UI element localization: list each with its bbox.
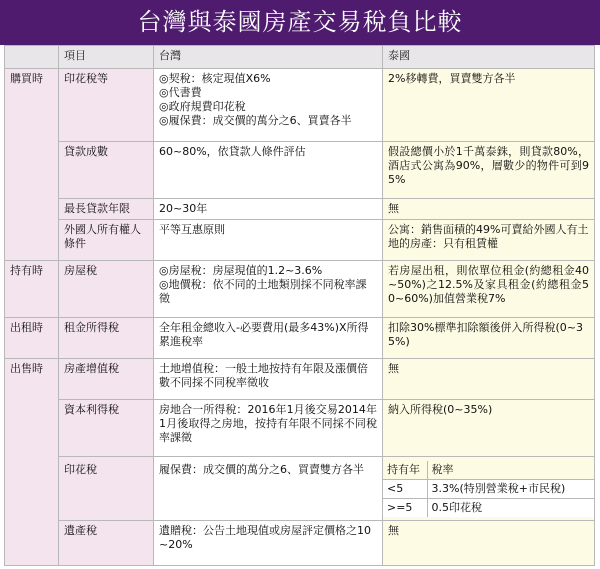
item-label: 印花稅等 — [59, 69, 154, 142]
tax-comparison-table — [4, 45, 595, 566]
rate-value: 0.5印花稅 — [427, 499, 594, 518]
item-label: 房屋稅 — [59, 261, 154, 318]
category-hold: 持有時 — [5, 261, 59, 318]
item-label: 最長貸款年限 — [59, 199, 154, 220]
item-label: 遺產稅 — [59, 521, 154, 566]
table-row — [5, 69, 595, 142]
taiwan-line: ◎地價稅：依不同的土地類別採不同稅率課徵 — [159, 278, 367, 305]
taiwan-cell: 土地增值稅：一般土地按持有年限及漲價倍數不同採不同稅率徵收 — [154, 359, 383, 400]
taiwan-cell — [154, 69, 383, 142]
item-label: 租金所得稅 — [59, 318, 154, 359]
item-label: 印花稅 — [59, 457, 154, 521]
rate-header-years: 持有年 — [383, 461, 427, 480]
category-buy: 購買時 — [5, 69, 59, 261]
header-taiwan: 台灣 — [154, 46, 383, 69]
taiwan-line: ◎代書費 — [159, 86, 202, 99]
taiwan-cell: 平等互惠原則 — [154, 220, 383, 261]
taiwan-cell: 房地合一所得稅：2016年1月後交易2014年1月後取得之房地，按持有年限不同採不同稅率課徵 — [154, 400, 383, 457]
table-row — [5, 220, 595, 261]
taiwan-line: ◎政府規費印花稅 — [159, 100, 246, 113]
thailand-cell: 無 — [383, 199, 595, 220]
taiwan-cell: 60~80%，依貸款人條件評估 — [154, 142, 383, 199]
item-label: 外國人所有權人條件 — [59, 220, 154, 261]
header-row — [5, 46, 595, 69]
table-row — [5, 457, 595, 521]
thailand-cell: 無 — [383, 521, 595, 566]
thailand-cell: 納入所得稅(0~35%) — [383, 400, 595, 457]
taiwan-cell: 20~30年 — [154, 199, 383, 220]
thailand-cell: 假設總價小於1千萬泰銖，則貸款80%，酒店式公寓為90%，層數少的物件可到95% — [383, 142, 595, 199]
taiwan-line: ◎房屋稅：房屋現值的1.2~3.6% — [159, 264, 323, 277]
rate-header-rate: 稅率 — [427, 461, 594, 480]
thailand-cell: 2%移轉費，買賣雙方各半 — [383, 69, 595, 142]
rate-row — [383, 480, 594, 499]
category-sell: 出售時 — [5, 359, 59, 566]
header-category — [5, 46, 59, 69]
item-label: 資本利得稅 — [59, 400, 154, 457]
thailand-cell: 公寓：銷售面積的49%可賣給外國人有土地的房產：只有租賃權 — [383, 220, 595, 261]
category-rent: 出租時 — [5, 318, 59, 359]
holding-rate-table — [383, 461, 594, 517]
header-thailand: 泰國 — [383, 46, 595, 69]
table-row — [5, 359, 595, 400]
thailand-cell: 若房屋出租，則依單位租金(約總租金40~50%)之12.5%及家具租金(約總租金50~60%)加值營業稅7% — [383, 261, 595, 318]
taiwan-cell: 遺贈稅：公告土地現值或房屋評定價格之10~20% — [154, 521, 383, 566]
item-label: 房產增值稅 — [59, 359, 154, 400]
taiwan-cell: 履保費：成交價的萬分之6、買賣雙方各半 — [154, 457, 383, 521]
rate-value: 3.3%(特別營業稅+市民稅) — [427, 480, 594, 499]
rate-years: >=5 — [383, 499, 427, 518]
page-title: 台灣與泰國房產交易稅負比較 — [0, 0, 600, 45]
taiwan-line: ◎契稅：核定現值X6% — [159, 72, 271, 85]
table-row — [5, 318, 595, 359]
rate-row — [383, 499, 594, 518]
header-item: 項目 — [59, 46, 154, 69]
taiwan-cell: 全年租金總收入-必要費用(最多43%)X所得累進稅率 — [154, 318, 383, 359]
thailand-cell: 扣除30%標準扣除額後併入所得稅(0~35%) — [383, 318, 595, 359]
table-row — [5, 400, 595, 457]
table-row — [5, 521, 595, 566]
rate-years: <5 — [383, 480, 427, 499]
thailand-cell — [383, 457, 595, 521]
thailand-cell: 無 — [383, 359, 595, 400]
taiwan-line: ◎履保費：成交價的萬分之6、買賣各半 — [159, 114, 352, 127]
table-row — [5, 199, 595, 220]
rate-header-row — [383, 461, 594, 480]
item-label: 貸款成數 — [59, 142, 154, 199]
taiwan-cell — [154, 261, 383, 318]
table-row — [5, 261, 595, 318]
table-row — [5, 142, 595, 199]
